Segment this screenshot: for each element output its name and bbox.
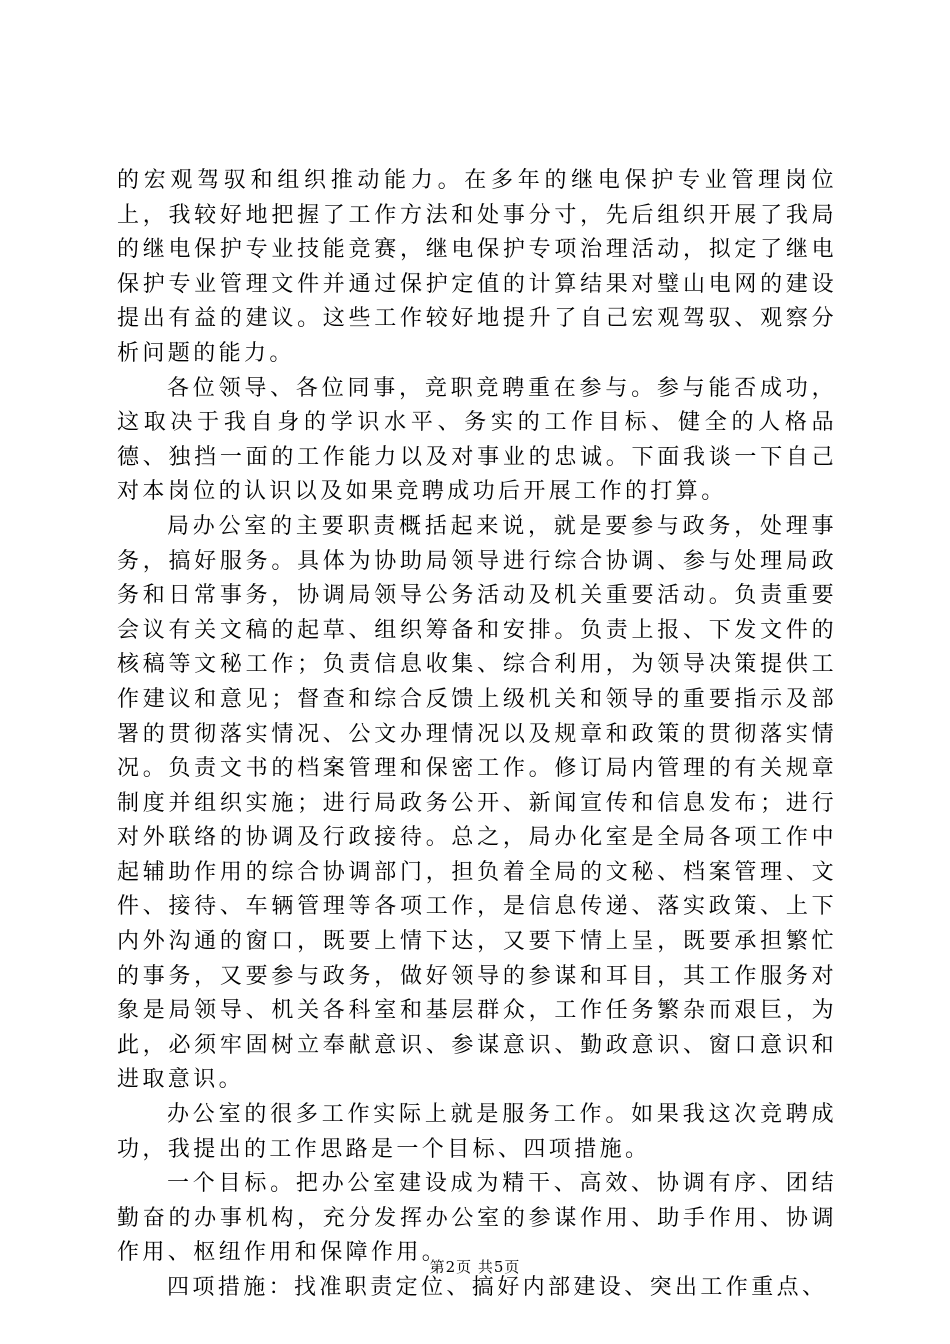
paragraph-continuation: 的宏观驾驭和组织推动能力。在多年的继电保护专业管理岗位上，我较好地把握了工作方法和处事分寸，先后组织开展了我局的继电保护专业技能竞赛，继电保护专项治理活动，拟定了继电保护专业管理文件并通过保护定值的计算结果对璧山电网的建设提出有益的建议。这些工作较好地提升了自己宏观驾驭、观察分析问题的能力。 [117,168,837,366]
document-body [117,164,837,1306]
paragraph-four-measures: 四项措施：找准职责定位、搞好内部建设、突出工作重点、 [167,1275,828,1300]
page-number-footer: 第2页 共5页 [429,1258,521,1276]
paragraph-one-goal: 一个目标。把办公室建设成为精干、高效、协调有序、团结勤奋的办事机构，充分发挥办公室的参谋作用、助手作用、协调作用、枢纽作用和保障作用。 [117,1171,837,1266]
paragraph-participation: 各位领导、各位同事，竞职竞聘重在参与。参与能否成功，这取决于我自身的学识水平、务实的工作目标、健全的人格品德、独挡一面的工作能力以及对事业的忠诚。下面我谈一下自己对本岗位的认识以及如果竞聘成功后开展工作的打算。 [117,375,837,505]
paragraph-work-plan: 办公室的很多工作实际上就是服务工作。如果我这次竞聘成功，我提出的工作思路是一个目标、四项措施。 [117,1102,837,1162]
paragraph-office-duties: 局办公室的主要职责概括起来说，就是要参与政务，处理事务，搞好服务。具体为协助局领导进行综合协调、参与处理局政务和日常事务，协调局领导公务活动及机关重要活动。负责重要会议有关文稿的起草、组织筹备和安排。负责上报、下发文件的核稿等文秘工作；负责信息收集、综合利用，为领导决策提供工作建议和意见；督查和综合反馈上级机关和领导的重要指示及部署的贯彻落实情况、公文办理情况以及规章和政策的贯彻落实情况。负责文书的档案管理和保密工作。修订局内管理的有关规章制度并组织实施；进行局政务公开、新闻宣传和信息发布；进行对外联络的协调及行政接待。总之，局办化室是全局各项工作中起辅助作用的综合协调部门，担负着全局的文秘、档案管理、文件、接待、车辆管理等各项工作，是信息传递、落实政策、上下内外沟通的窗口，既要上情下达，又要下情上呈，既要承担繁忙的事务，又要参与政务，做好领导的参谋和耳目，其工作服务对象是局领导、机关各科室和基层群众，工作任务繁杂而艰巨，为此，必须牢固树立奉献意识、参谋意识、勤政意识、窗口意识和进取意识。 [117,513,837,1093]
